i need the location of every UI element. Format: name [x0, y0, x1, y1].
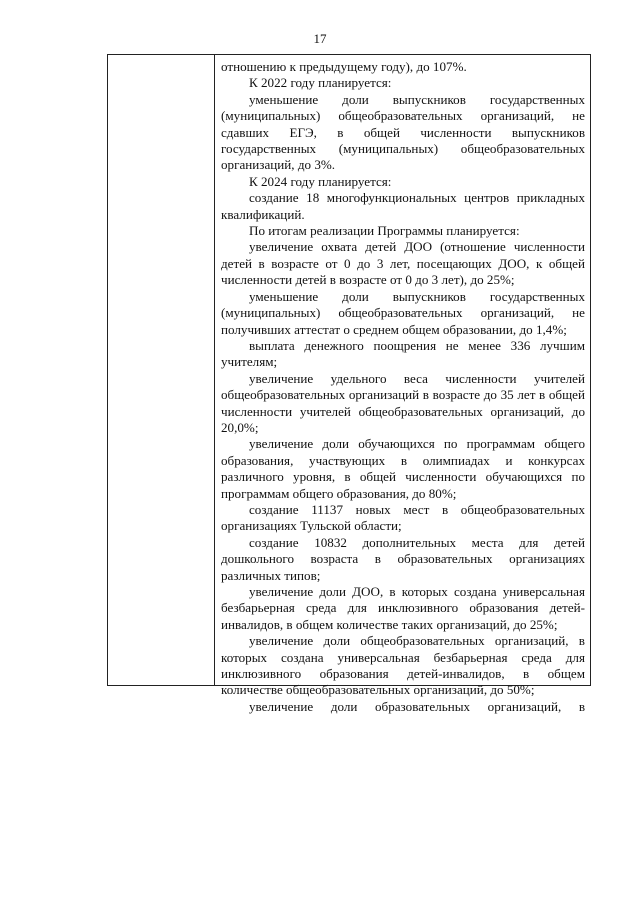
paragraph: отношению к предыдущему году), до 107%. [221, 59, 467, 74]
paragraph: создание 18 многофункциональных центров прикладных квалификаций. [221, 190, 585, 222]
paragraph: создание 10832 дополнительных места для детей дошкольного возраста в образовательных организациях различных типов; [221, 534, 585, 583]
paragraph: увеличение доли обучающихся по программам общего образования, участвующих в олимпиадах и конкурсах различного уровня, в общей численности обучающихся по программам общего образования, до 80%; [221, 436, 585, 501]
table-frame [107, 54, 591, 714]
paragraph: выплата денежного поощрения не менее 336 лучшим учителям; [221, 337, 585, 370]
paragraph: увеличение удельного веса численности учителей общеобразовательных организаций в возрасте до 35 лет в общей численности учителей общеобразовательных организаций, до 20,0%; [221, 370, 585, 435]
paragraph: По итогам реализации Программы планируется: [249, 223, 520, 239]
paragraph: увеличение доли общеобразовательных организаций, в которых создана универсальная безбарьерная среда для инклюзивного образования детей-инвалидов, в общем количестве общеобразовательных организаций, до 50%; [221, 633, 585, 698]
paragraph: К 2024 году планируется: [249, 173, 392, 189]
paragraph: увеличение доли ДОО, в которых создана универсальная безбарьерная среда для инклюзивного образования детей-инвалидов, в общем количестве таких организаций, до 25%; [221, 584, 585, 632]
paragraph: увеличение доли образовательных организаций, в [249, 698, 585, 714]
paragraph: увеличение охвата детей ДОО (отношение численности детей в возрасте от 0 до 3 лет, посещающих ДОО, к общей численности детей в возрасте от 0 до 3 лет), до 25%; [221, 239, 585, 288]
paragraph: уменьшение доли выпускников государственных (муниципальных) общеобразовательных организаций, не сдавших ЕГЭ, в общей численности выпускников государственных (муниципальных) общеобразовательных организаций, до 3%. [221, 91, 585, 173]
table-left-cell [108, 55, 215, 685]
paragraph: создание 11137 новых мест в общеобразовательных организациях Тульской области; [221, 501, 585, 534]
table-right-cell [221, 59, 585, 715]
page-number: 17 [313, 31, 327, 46]
paragraph: уменьшение доли выпускников государственных (муниципальных) общеобразовательных организаций, не получивших аттестат о среднем общем образовании, до 1,4%; [221, 288, 585, 337]
paragraph: К 2022 году планируется: [249, 75, 392, 91]
